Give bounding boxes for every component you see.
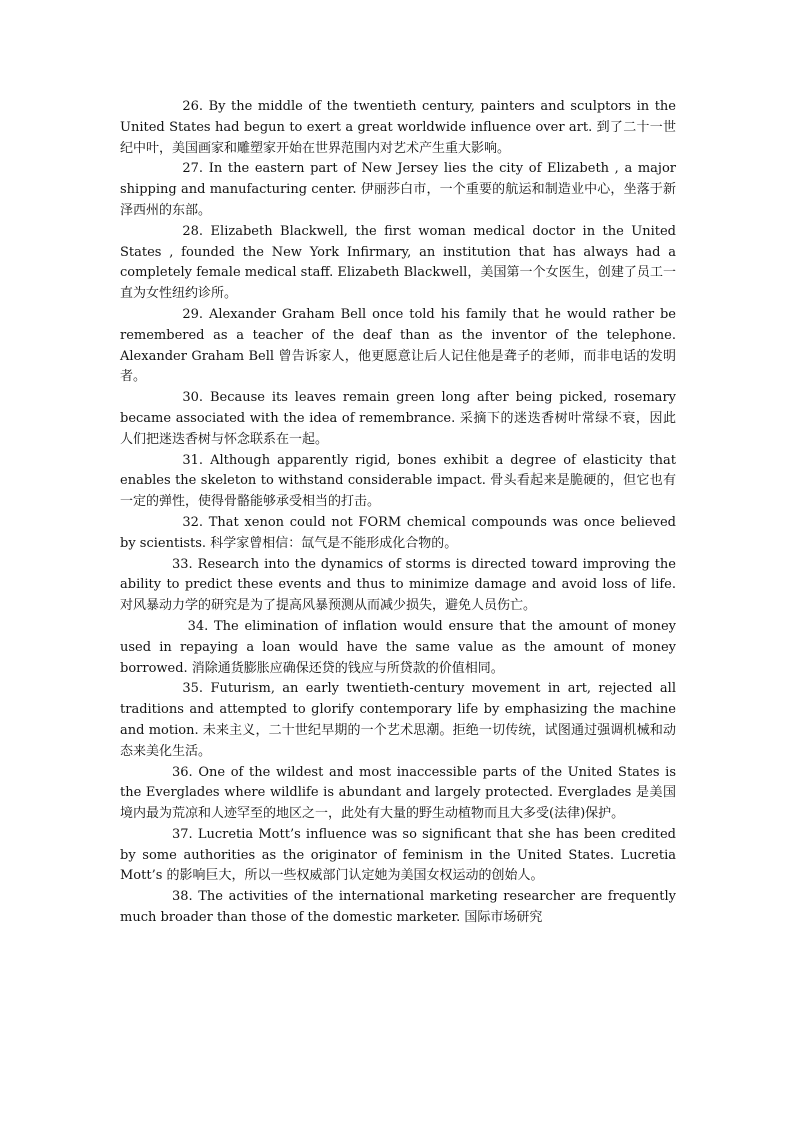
paragraph-number: 31. [182,452,204,468]
paragraph-text: Lucretia Mott’s influence was so significant that she has been credited by some authorities as the originator of feminism in the United States. Lucretia Mott’s 的影响巨大，所以一些权威部门认定她为美国女权运动的创始人。 [120,826,676,884]
paragraph-32 [120,513,676,555]
paragraph-30 [120,388,676,450]
paragraph-number: 36. [172,764,193,780]
paragraph-text: Futurism, an early twentieth-century movement in art, rejected all traditions and attempted to glorify contemporary life by emphasizing the machine and motion. 未来主义，二十世纪早期的一个艺术思潮。拒绝一切传统，试图通过强调机械和动态来美化生活。 [120,681,676,759]
paragraph-34 [120,617,676,679]
paragraph-number: 30. [182,390,204,406]
paragraph-text: One of the wildest and most inaccessible parts of the United States is the Everglades where wildlife is abundant and largely protected. Everglades 是美国境内最为荒凉和人迹罕至的地区之一，此处有大量的野生动植物而且大多受(法律)保护。 [120,764,676,822]
paragraph-37 [120,825,676,887]
paragraph-number: 28. [182,223,204,239]
paragraph-text: Because its leaves remain green long after being picked, rosemary became associated with the idea of remembrance. 采摘下的迷迭香树叶常绿不衰，因此人们把迷迭香树与怀念联系在一起。 [120,390,676,447]
paragraph-text: Research into the dynamics of storms is directed toward improving the ability to predict these events and thus to minimize damage and avoid loss of life. 对风暴动力学的研究是为了提高风暴预测从而减少损失，避免人员伤亡。 [120,556,676,614]
paragraph-text: In the eastern part of New Jersey lies the city of Elizabeth , a major shipping and manufacturing center. 伊丽莎白市，一个重要的航运和制造业中心，坐落于新泽西州的东部。 [120,161,677,218]
paragraph-text: Elizabeth Blackwell, the first woman medical doctor in the United States , founded the New York Infirmary, an institution that has always had a completely female medical staff. Elizabeth Blackwell，美国第一个女医生，创建了员工一直为女性纽约诊所。 [120,223,676,302]
paragraph-text: By the middle of the twentieth century, painters and sculptors in the United States had begun to exert a great worldwide influence over art. 到了二十一世纪中叶，美国画家和雕塑家开始在世界范围内对艺术产生重大影响。 [120,99,676,156]
document-body [120,97,676,929]
paragraph-27 [120,159,676,221]
paragraph-number: 32. [182,514,204,530]
paragraph-number: 27. [182,161,204,177]
paragraph-29 [120,305,676,388]
paragraph-31 [120,451,676,513]
paragraph-number: 29. [182,306,204,322]
paragraph-number: 35. [182,681,204,697]
paragraph-26 [120,97,676,159]
paragraph-text: Although apparently rigid, bones exhibit a degree of elasticity that enables the skeleton to withstand considerable impact. 骨头看起来是脆硬的，但它也有一定的弹性，使得骨骼能够承受相当的打击。 [120,452,677,510]
paragraph-33 [120,555,676,617]
paragraph-text: The elimination of inflation would ensure that the amount of money used in repaying a loan would have the same value as the amount of money borrowed. 消除通货膨胀应确保还贷的钱应与所贷款的价值相同。 [120,618,676,676]
paragraph-number: 38. [172,889,193,905]
paragraph-28 [120,222,676,305]
paragraph-38 [120,887,676,929]
paragraph-number: 37. [172,826,193,842]
paragraph-number: 26. [182,99,204,114]
paragraph-text: The activities of the international marketing researcher are frequently much broader than those of the domestic marketer. 国际市场研究 [120,889,676,926]
paragraph-text: Alexander Graham Bell once told his family that he would rather be remembered as a teacher of the deaf than as the inventor of the telephone. Alexander Graham Bell 曾告诉家人，他更愿意让后人记住他是聋子的老师，而非电话的发明者。 [120,306,676,385]
paragraph-number: 33. [172,556,193,572]
paragraph-36 [120,763,676,825]
paragraph-text: That xenon could not FORM chemical compounds was once believed by scientists. 科学家曾相信：氙气是不能形成化合物的。 [120,514,676,551]
paragraph-number: 34. [187,618,209,634]
paragraph-35 [120,679,676,762]
